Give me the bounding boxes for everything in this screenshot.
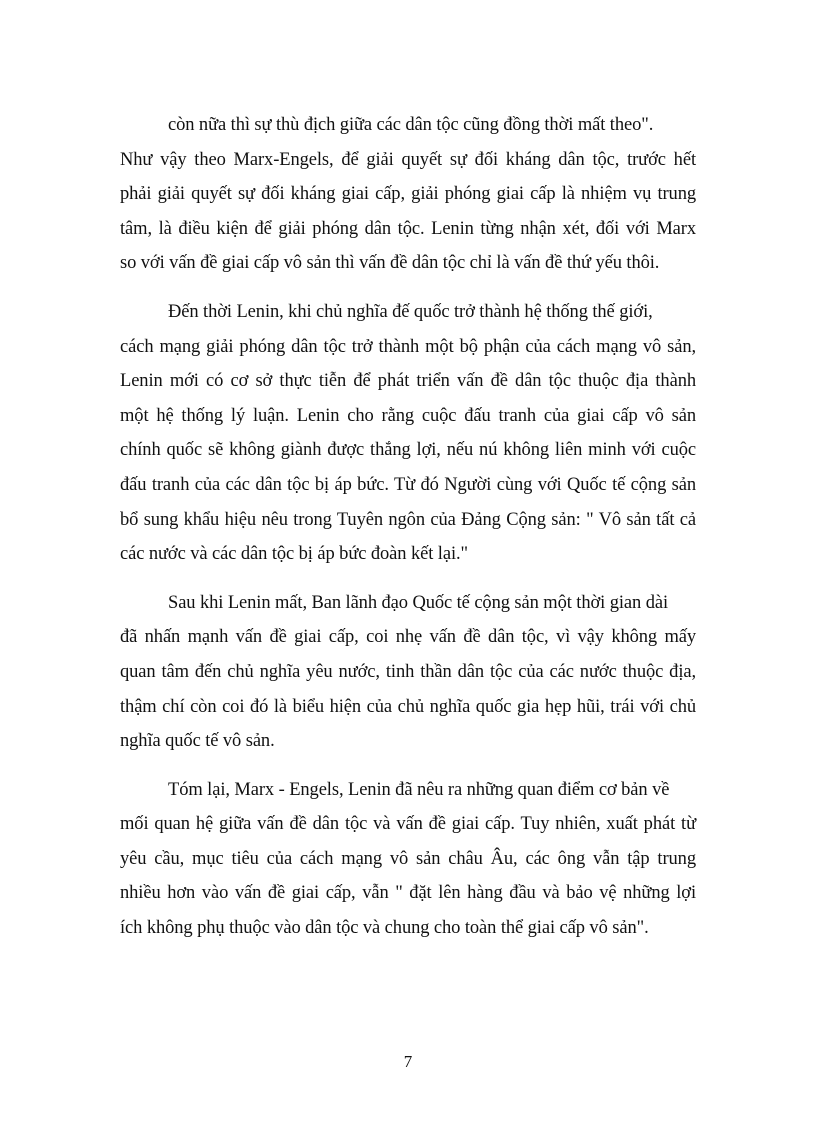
text-line: còn nữa thì sự thù địch giữa các dân tộc cũng đồng thời mất theo". [168, 115, 654, 135]
text-line: quan tâm đến chủ nghĩa yêu nước, tinh thần dân tộc của các nước thuộc địa, [120, 661, 696, 682]
text-line: Lenin mới có cơ sở thực tiễn để phát triển vấn đề dân tộc thuộc địa thành [120, 371, 696, 392]
text-line: một hệ thống lý luận. Lenin cho rằng cuộc đấu tranh của giai cấp vô sản [120, 405, 696, 426]
text-line: các nước và các dân tộc bị áp bức đoàn kết lại." [120, 544, 468, 565]
paragraph [120, 586, 696, 759]
text-line: cách mạng giải phóng dân tộc trở thành một bộ phận của cách mạng vô sản, [120, 336, 696, 357]
text-line: so với vấn đề giai cấp vô sản thì vấn đề dân tộc chỉ là vấn đề thứ yếu thôi. [120, 253, 660, 274]
text-line: chính quốc sẽ không giành được thắng lợi, nếu nú không liên minh với cuộc [120, 440, 696, 461]
text-line: tâm, là điều kiện để giải phóng dân tộc. Lenin từng nhận xét, đối với Marx [120, 218, 696, 239]
text-line: nhiều hơn vào vấn đề giai cấp, vẫn " đặt lên hàng đầu và bảo vệ những lợi [120, 883, 696, 904]
text-line: mối quan hệ giữa vấn đề dân tộc và vấn đề giai cấp. Tuy nhiên, xuất phát từ [120, 814, 696, 835]
body-text [120, 108, 696, 946]
text-line: Đến thời Lenin, khi chủ nghĩa đế quốc trở thành hệ thống thế giới, [168, 301, 653, 322]
text-line: đấu tranh của các dân tộc bị áp bức. Từ đó Người cùng với Quốc tế cộng sản [120, 474, 696, 495]
text-line: nghĩa quốc tế vô sản. [120, 731, 275, 752]
paragraph [120, 108, 696, 281]
text-line: phải giải quyết sự đối kháng giai cấp, giải phóng giai cấp là nhiệm vụ trung [120, 184, 696, 205]
text-line: Như vậy theo Marx-Engels, để giải quyết sự đối kháng dân tộc, trước hết [120, 149, 696, 170]
text-line: Tóm lại, Marx - Engels, Lenin đã nêu ra những quan điểm cơ bản về [168, 779, 670, 800]
text-line: Sau khi Lenin mất, Ban lãnh đạo Quốc tế cộng sản một thời gian dài [168, 592, 669, 613]
text-line: yêu cầu, mục tiêu của cách mạng vô sản châu Âu, các ông vẫn tập trung [120, 848, 696, 869]
text-line: đã nhấn mạnh vấn đề giai cấp, coi nhẹ vấn đề dân tộc, vì vậy không mấy [120, 627, 696, 648]
text-line: thậm chí còn coi đó là biểu hiện của chủ nghĩa quốc gia hẹp hũi, trái với chủ [120, 696, 696, 717]
page-number: 7 [403, 1052, 413, 1071]
paragraph [120, 773, 696, 946]
text-line: bổ sung khẩu hiệu nêu trong Tuyên ngôn của Đảng Cộng sản: " Vô sản tất cả [120, 509, 696, 530]
text-line: ích không phụ thuộc vào dân tộc và chung cho toàn thể giai cấp vô sản". [120, 918, 649, 939]
paragraph [120, 295, 696, 572]
